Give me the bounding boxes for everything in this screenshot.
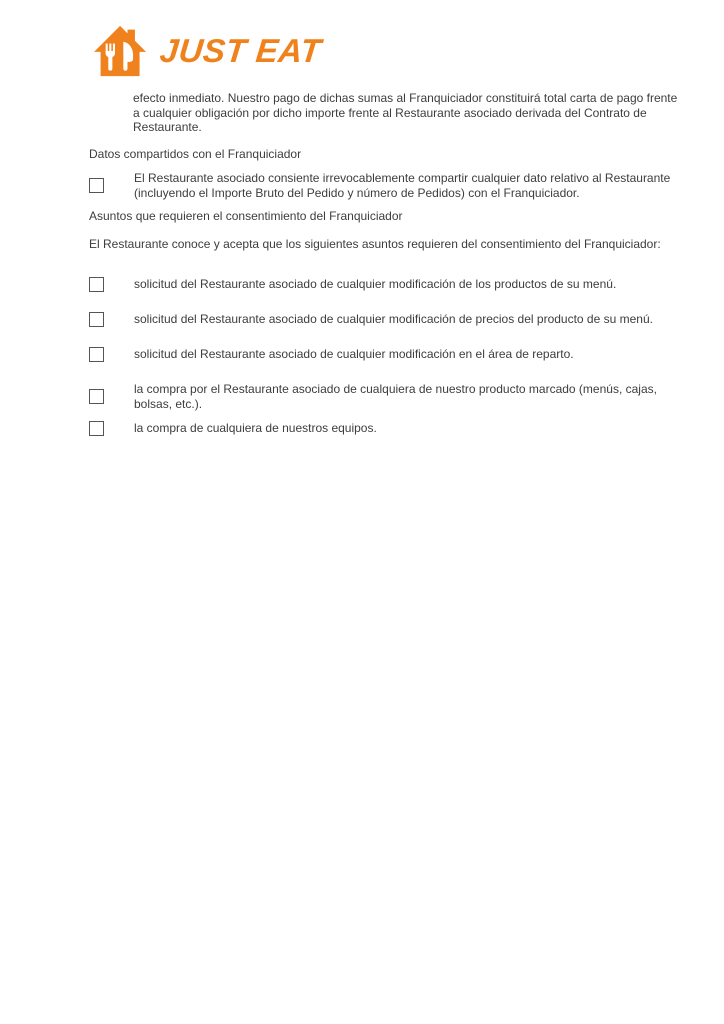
section-heading-asuntos-consentimiento: Asuntos que requieren el consentimiento del Franquiciador: [89, 209, 403, 223]
section-heading-datos-compartidos: Datos compartidos con el Franquiciador: [89, 146, 302, 161]
consent-item-branded-products-row: [89, 382, 679, 411]
consent-item-menu-products-label: solicitud del Restaurante asociado de cualquier modificación de los productos de su menú.: [134, 277, 617, 292]
just-eat-logo: [92, 25, 679, 77]
consent-item-menu-prices-row: [89, 312, 679, 327]
consent-item-menu-products-checkbox[interactable]: [89, 277, 104, 292]
consent-share-data-label: El Restaurante asociado consiente irrevocablemente compartir cualquier dato relativo al Restaurante (incluyendo el Importe Bruto del Pedido y número de Pedidos) con el Franquiciador.: [134, 171, 671, 200]
consent-share-data-row: [89, 171, 679, 200]
consent-item-branded-products-label: la compra por el Restaurante asociado de cualquiera de nuestro producto marcado (menús, cajas, bolsas, etc.).: [134, 382, 657, 411]
consent-item-menu-prices-label: solicitud del Restaurante asociado de cualquier modificación de precios del producto de su menú.: [134, 312, 653, 327]
just-eat-house-icon: [92, 25, 150, 77]
consent-item-equipment-row: [89, 421, 679, 436]
consent-item-menu-products-row: [89, 277, 679, 292]
consent-matters-list: [89, 277, 679, 436]
consent-item-equipment-label: la compra de cualquiera de nuestros equipos.: [134, 421, 377, 436]
intro-paragraph: efecto inmediato. Nuestro pago de dichas sumas al Franquiciador constituirá total carta de pago frente a cualquier obligación por dicho importe frente al Restaurante asociado derivada del Contrato de Restaurante.: [133, 91, 678, 134]
consent-item-delivery-area-label: solicitud del Restaurante asociado de cualquier modificación en el área de reparto.: [134, 347, 574, 362]
consent-item-delivery-area-checkbox[interactable]: [89, 347, 104, 362]
consent-item-delivery-area-row: [89, 347, 679, 362]
consent-item-menu-prices-checkbox[interactable]: [89, 312, 104, 327]
consent-share-data-checkbox[interactable]: [89, 178, 104, 193]
consent-item-equipment-checkbox[interactable]: [89, 421, 104, 436]
consent-item-branded-products-checkbox[interactable]: [89, 389, 104, 404]
consent-matters-paragraph: El Restaurante conoce y acepta que los siguientes asuntos requieren del consentimiento del Franquiciador:: [89, 236, 661, 251]
just-eat-wordmark: JUST EAT: [158, 31, 324, 69]
